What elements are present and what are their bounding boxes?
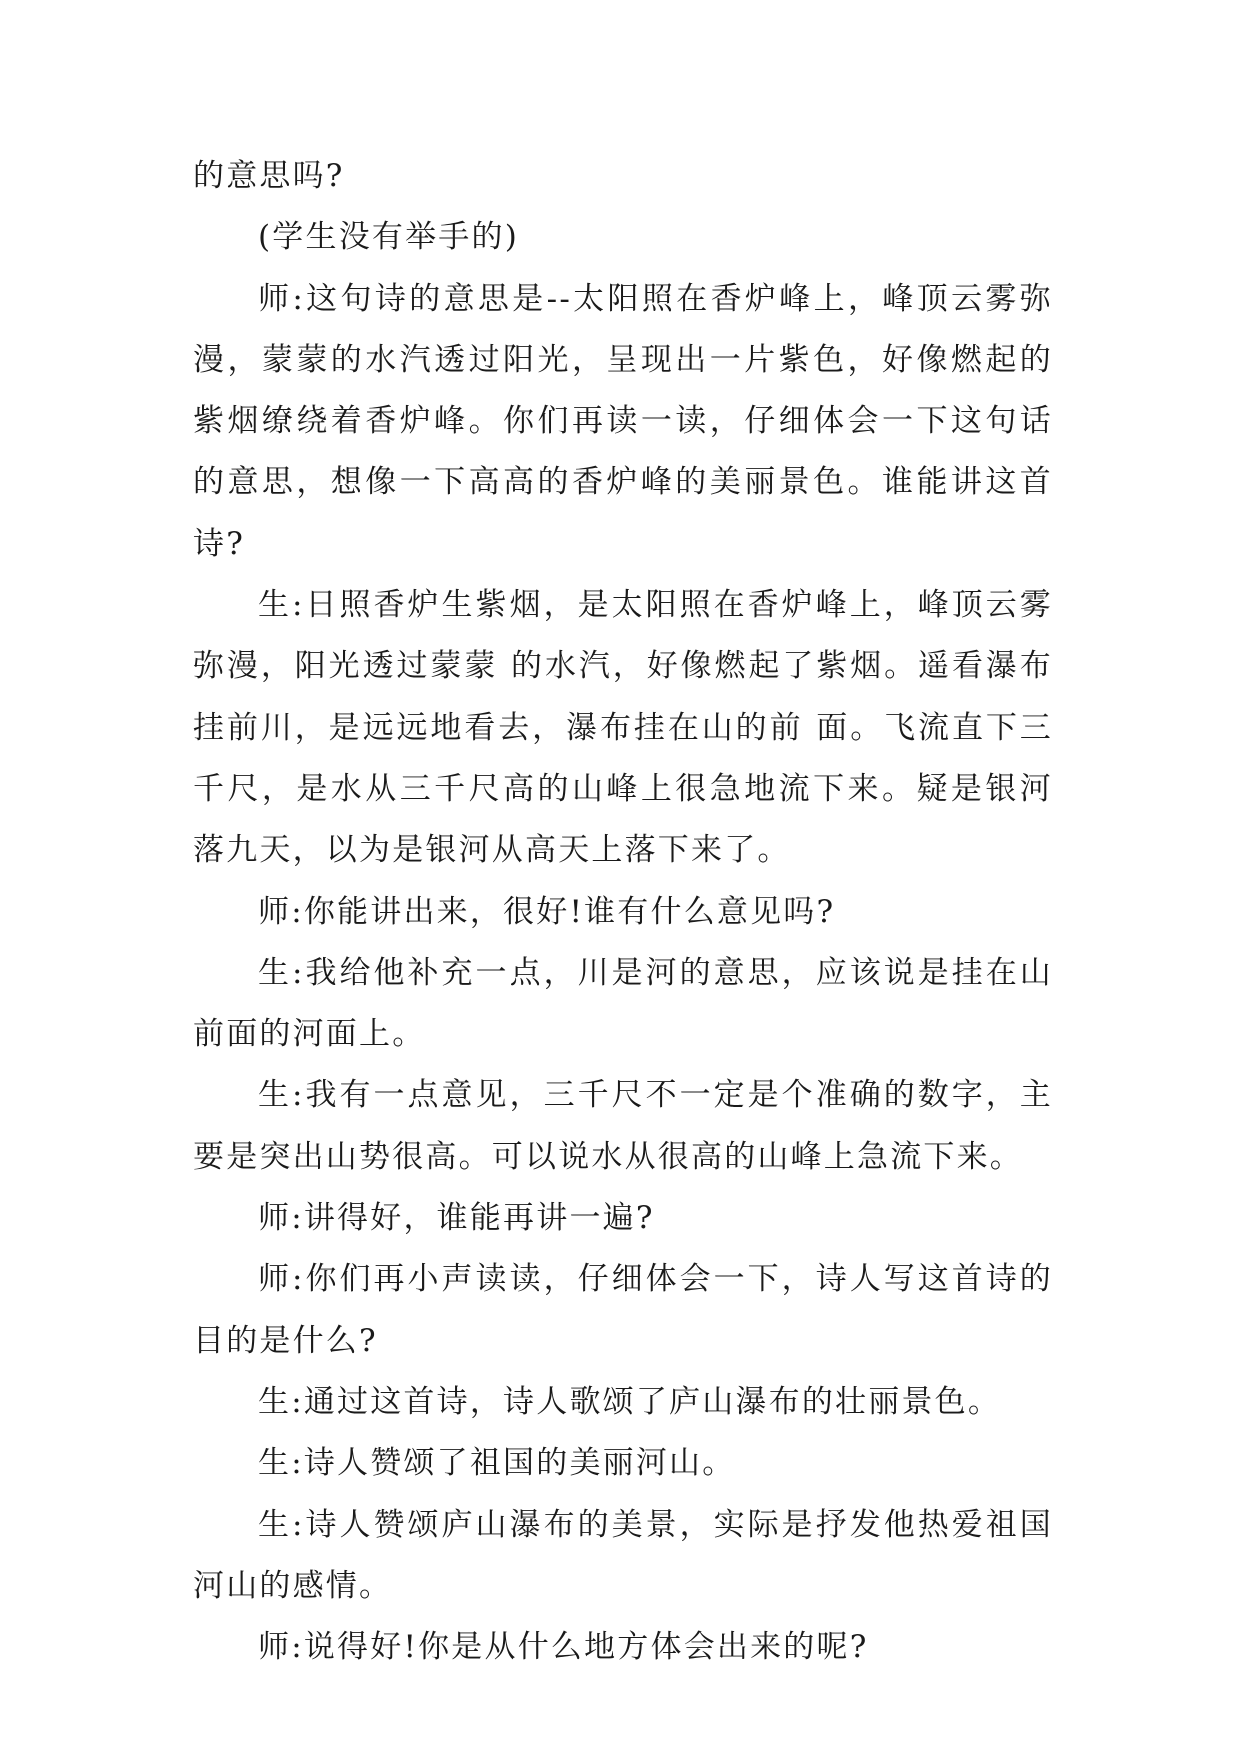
document-body [193,146,1053,1678]
paragraph-3: 师:这句诗的意思是--太阳照在香炉峰上，峰顶云雾弥漫，蒙蒙的水汽透过阳光，呈现出一片紫色，好像燃起的紫烟缭绕着香炉峰。你们再读一读，仔细体会一下这句话的意思，想像一下高高的香炉峰的美丽景色。谁能讲这首诗? [193,280,1053,562]
paragraph-8: 师:讲得好，谁能再讲一遍? [258,1200,655,1237]
paragraph-10: 生:通过这首诗，诗人歌颂了庐山瀑布的壮丽景色。 [258,1383,1002,1420]
paragraph-9: 师:你们再小声读读，仔细体会一下，诗人写这首诗的目的是什么? [193,1261,1053,1359]
paragraph-11: 生:诗人赞颂了祖国的美丽河山。 [258,1445,736,1482]
paragraph-6: 生:我给他补充一点，川是河的意思，应该说是挂在山前面的河面上。 [193,954,1053,1053]
paragraph-5: 师:你能讲出来，很好!谁有什么意见吗? [258,893,836,930]
paragraph-13: 师:说得好!你是从什么地方体会出来的呢? [258,1629,869,1666]
paragraph-4: 生:日照香炉生紫烟，是太阳照在香炉峰上，峰顶云雾弥漫，阳光透过蒙蒙 的水汽，好像燃起了紫烟。遥看瀑布挂前川，是远远地看去，瀑布挂在山的前 面。飞流直下三千尺，是水从三千尺高的山峰上很急地流下来。疑是银河落九天，以为是银河从高天上落下来了。 [193,587,1053,869]
paragraph-2: (学生没有举手的) [258,219,519,256]
paragraph-1: 的意思吗? [193,158,345,194]
paragraph-7: 生:我有一点意见，三千尺不一定是个准确的数字，主要是突出山势很高。可以说水从很高的山峰上急流下来。 [193,1077,1053,1175]
paragraph-12: 生:诗人赞颂庐山瀑布的美景，实际是抒发他热爱祖国河山的感情。 [193,1506,1053,1604]
